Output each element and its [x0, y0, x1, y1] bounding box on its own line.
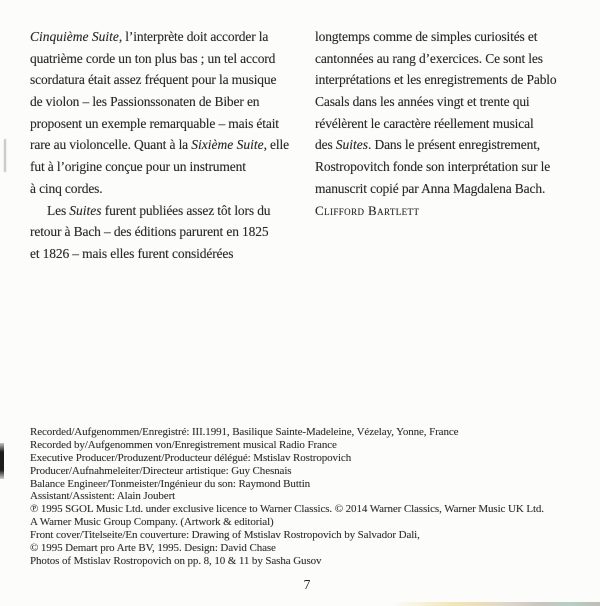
text-line: proposent un exemple remarquable – mais était	[30, 115, 279, 131]
text-line: Rostropovitch fonde son interprétation sur le	[315, 159, 551, 175]
text-line: fut à l’origine conçue pour un instrument	[30, 159, 246, 175]
credit-line: Recorded by/Aufgenommen von/Enregistrement musical Radio France	[30, 438, 337, 451]
column-left	[30, 26, 315, 265]
text-line: manuscrit copié par Anna Magdalena Bach.	[315, 180, 546, 196]
scan-artifact-mark-upper	[4, 139, 6, 172]
author-byline: Clifford Bartlett	[315, 202, 420, 218]
text-line: retour à Bach – des éditions parurent en 1825	[30, 224, 269, 240]
text-line: longtemps comme de simples curiosités et	[315, 29, 538, 44]
credit-line: Assistant/Assistent: Alain Joubert	[30, 490, 176, 503]
credit-line: Recorded/Aufgenommen/Enregistré: III.1991, Basilique Sainte-Madeleine, Vézelay, Yonne, France	[30, 426, 459, 438]
text-line: de violon – les Passionssonaten de Biber en	[30, 94, 260, 110]
credit-line: ℗ 1995 SGOL Music Ltd. under exclusive licence to Warner Classics. © 2014 Warner Classics, Warner Music UK Ltd.	[30, 503, 544, 516]
text-line: à cinq cordes.	[30, 180, 103, 196]
credit-line: Balance Engineer/Tonmeister/Ingénieur du son: Raymond Buttin	[30, 477, 311, 490]
credit-line: A Warner Music Group Company. (Artwork & editorial)	[30, 516, 274, 529]
text-line: révélèrent le caractère réellement musical	[315, 115, 534, 131]
credit-line: Executive Producer/Produzent/Producteur délégué: Mstislav Rostropovich	[30, 451, 352, 464]
credit-line: Photos of Mstislav Rostropovich on pp. 8, 10 & 11 by Sasha Gusov	[30, 554, 322, 567]
scan-edge-color-strip	[392, 602, 600, 606]
text-line: et 1826 – mais elles furent considérées	[30, 245, 234, 261]
liner-notes-text	[30, 26, 585, 265]
text-line: cantonnées au rang d’exercices. Ce sont les	[315, 50, 543, 66]
text-line: interprétations et les enregistrements de Pablo	[315, 72, 557, 88]
credits-block	[30, 426, 588, 568]
credit-line: Producer/Aufnahmeleiter/Directeur artistique: Guy Chesnais	[30, 464, 292, 477]
column-right	[315, 26, 585, 265]
text-line: Cinquième Suite, l’interprète doit accorder la	[30, 29, 269, 44]
page-number: 7	[303, 577, 311, 592]
credit-line: © 1995 Demart pro Arte BV, 1995. Design: David Chase	[30, 542, 276, 555]
text-line: scordatura était assez fréquent pour la musique	[30, 72, 277, 88]
scan-artifact-mark-lower	[0, 443, 4, 479]
credit-line: Front cover/Titelseite/En couverture: Drawing of Mstislav Rostropovich by Salvador Dali,	[30, 529, 420, 542]
text-line: Casals dans les années vingt et trente qui	[315, 94, 530, 110]
text-line: des Suites. Dans le présent enregistrement,	[315, 137, 541, 153]
text-line: Les Suites furent publiées assez tôt lors du	[47, 202, 271, 218]
text-line: rare au violoncelle. Quant à la Sixième Suite, elle	[30, 137, 289, 153]
text-line: quatrième corde un ton plus bas ; un tel accord	[30, 50, 276, 66]
